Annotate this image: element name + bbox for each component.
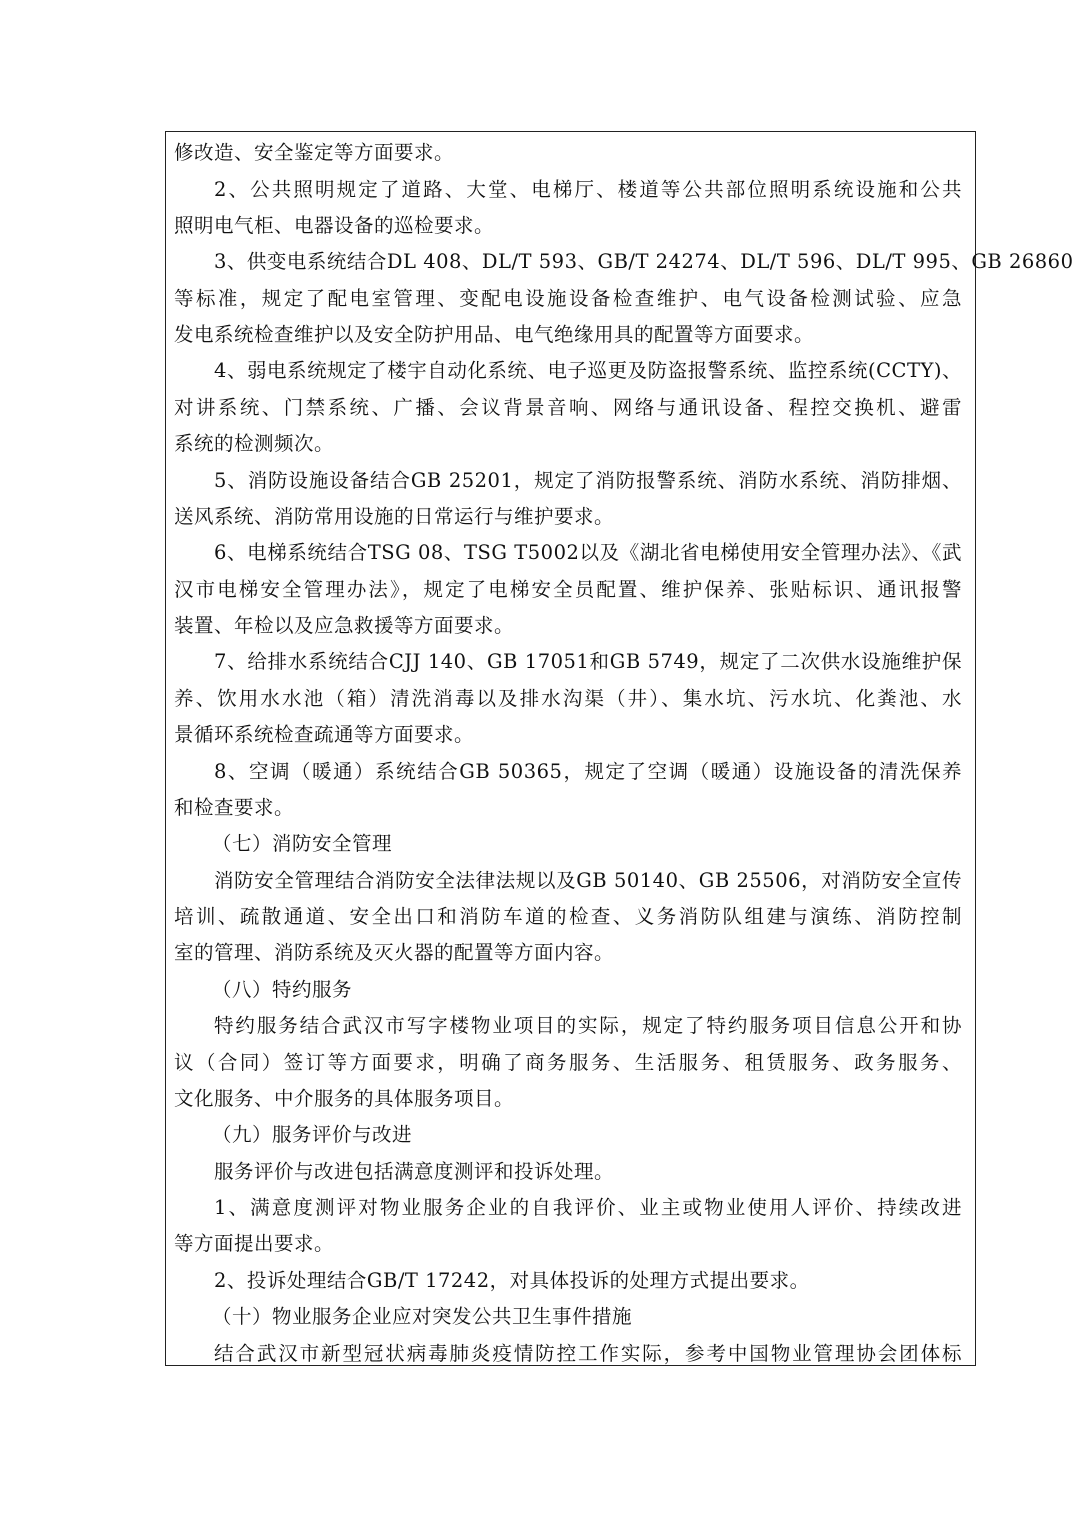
section-heading: （九）服务评价与改进	[212, 1123, 413, 1146]
text-line: 修改造、安全鉴定等方面要求。	[174, 141, 455, 164]
text-line: 装置、年检以及应急救援等方面要求。	[174, 614, 515, 637]
text-line: 培训、疏散通道、安全出口和消防车道的检查、义务消防队组建与演练、消防控制	[174, 905, 962, 928]
text-line: 等方面提出要求。	[174, 1232, 335, 1255]
text-line: 系统的检测频次。	[174, 432, 335, 455]
text-line: 等标准，规定了配电室管理、变配电设施设备检查维护、电气设备检测试验、应急	[174, 287, 962, 310]
text-line: 消防安全管理结合消防安全法律法规以及GB 50140、GB 25506，对消防安全宣传	[214, 869, 962, 892]
text-line: 4、弱电系统规定了楼宇自动化系统、电子巡更及防盗报警系统、监控系统(CCTY)、	[214, 359, 962, 382]
text-line: 5、消防设施设备结合GB 25201，规定了消防报警系统、消防水系统、消防排烟、	[214, 469, 962, 492]
text-line: 景循环系统检查疏通等方面要求。	[174, 723, 475, 746]
text-line: 2、投诉处理结合GB/T 17242，对具体投诉的处理方式提出要求。	[214, 1269, 810, 1292]
text-line: 照明电气柜、电器设备的巡检要求。	[174, 214, 495, 237]
text-line: 文化服务、中介服务的具体服务项目。	[174, 1087, 515, 1110]
text-line: 议（合同）签订等方面要求，明确了商务服务、生活服务、租赁服务、政务服务、	[174, 1051, 962, 1074]
section-heading: （八）特约服务	[212, 978, 353, 1001]
section-heading: （十）物业服务企业应对突发公共卫生事件措施	[212, 1305, 633, 1328]
text-line: 服务评价与改进包括满意度测评和投诉处理。	[214, 1160, 615, 1183]
text-line: 7、给排水系统结合CJJ 140、GB 17051和GB 5749，规定了二次供水设施维护保	[214, 650, 962, 673]
text-line: 对讲系统、门禁系统、广播、会议背景音响、网络与通讯设备、程控交换机、避雷	[174, 396, 962, 419]
text-line: 3、供变电系统结合DL 408、DL/T 593、GB/T 24274、DL/T 596、DL/T 995、GB 26860	[214, 250, 1074, 273]
text-line: 汉市电梯安全管理办法》，规定了电梯安全员配置、维护保养、张贴标识、通讯报警	[174, 578, 962, 601]
text-line: 送风系统、消防常用设施的日常运行与维护要求。	[174, 505, 615, 528]
text-line: 1、满意度测评对物业服务企业的自我评价、业主或物业使用人评价、持续改进	[214, 1196, 962, 1219]
text-line: 6、电梯系统结合TSG 08、TSG T5002以及《湖北省电梯使用安全管理办法》、《武	[214, 541, 962, 564]
text-line: 2、公共照明规定了道路、大堂、电梯厅、楼道等公共部位照明系统设施和公共	[214, 178, 962, 201]
text-line: 和检查要求。	[174, 796, 295, 819]
text-line: 结合武汉市新型冠状病毒肺炎疫情防控工作实际，参考中国物业管理协会团体标	[214, 1342, 962, 1365]
text-line: 室的管理、消防系统及灭火器的配置等方面内容。	[174, 941, 615, 964]
text-line: 发电系统检查维护以及安全防护用品、电气绝缘用具的配置等方面要求。	[174, 323, 815, 346]
text-line: 8、空调（暖通）系统结合GB 50365，规定了空调（暖通）设施设备的清洗保养	[214, 760, 962, 783]
text-line: 养、饮用水水池（箱）清洗消毒以及排水沟渠（井）、集水坑、污水坑、化粪池、水	[174, 687, 962, 710]
text-line: 特约服务结合武汉市写字楼物业项目的实际，规定了特约服务项目信息公开和协	[214, 1014, 962, 1037]
section-heading: （七）消防安全管理	[212, 832, 393, 855]
